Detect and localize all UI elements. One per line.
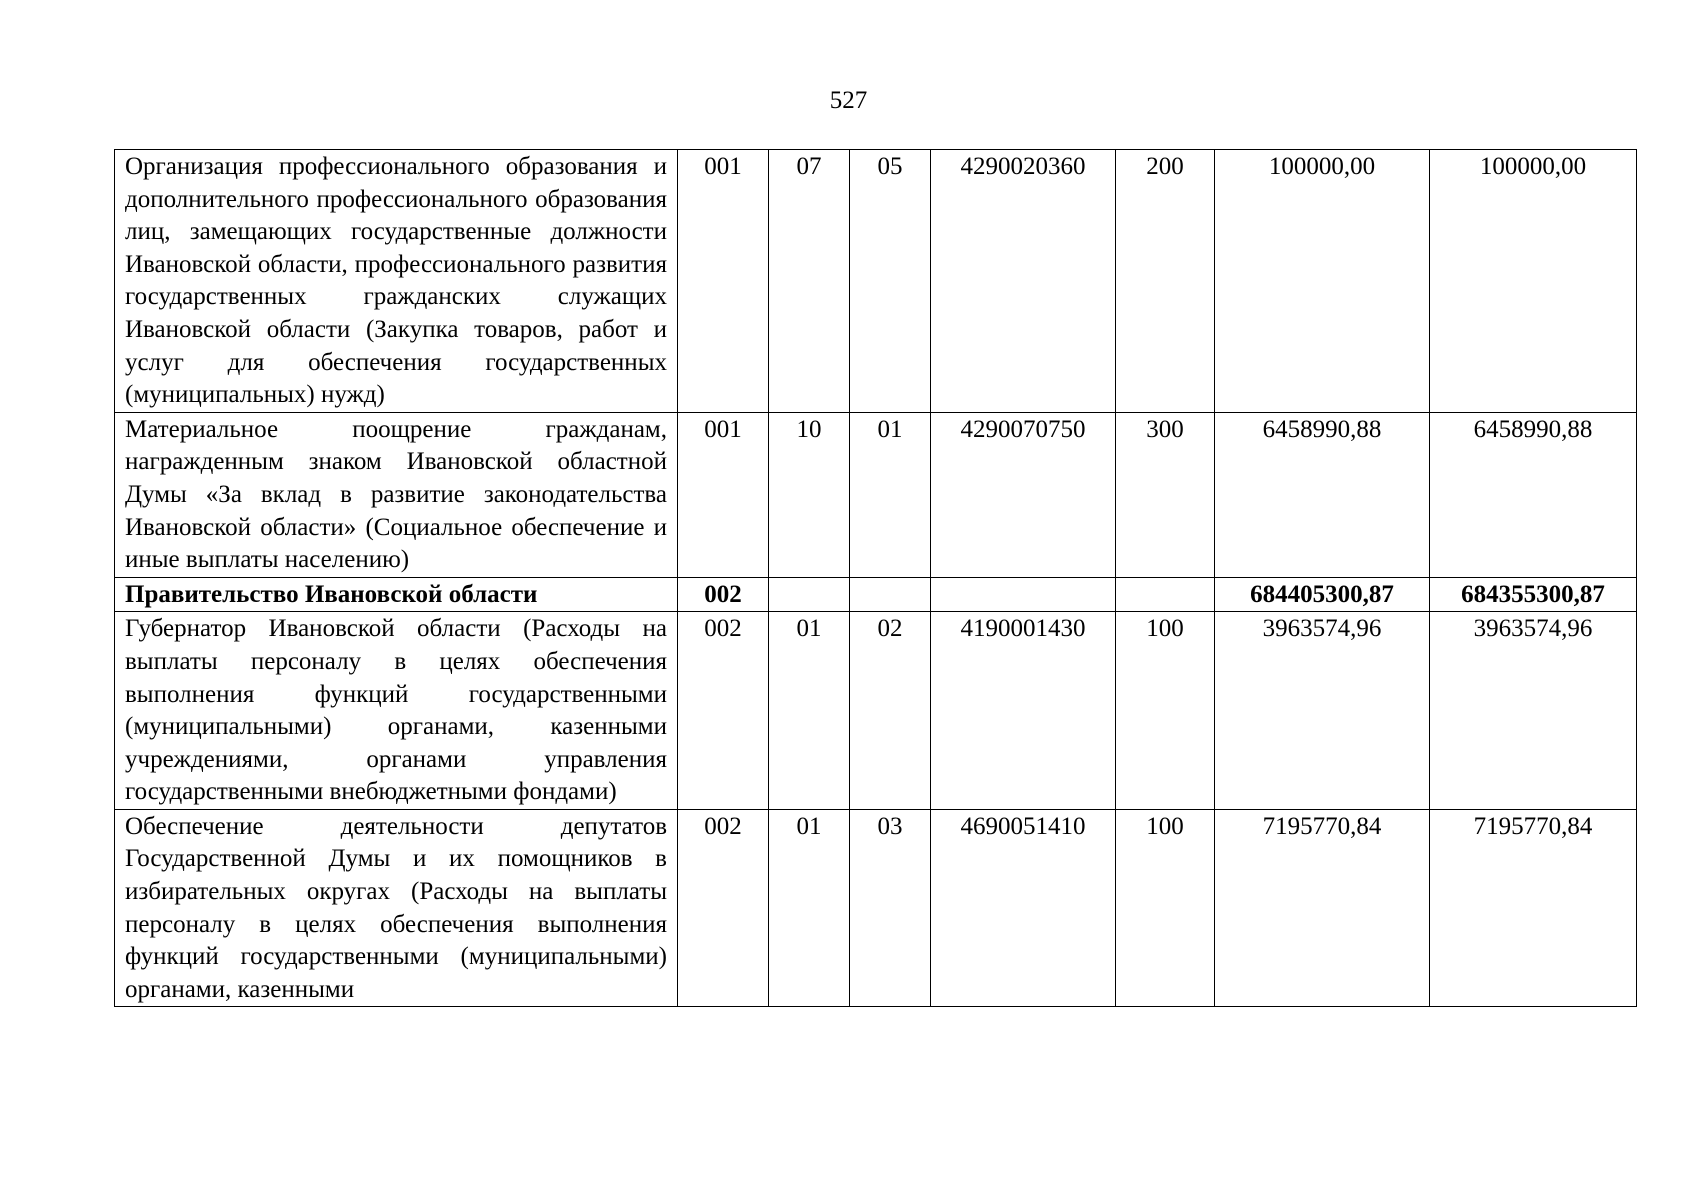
amount-year-2: 100000,00 [1430,150,1637,413]
row-description: Материальное поощрение гражданам, награжденным знаком Ивановской областной Думы «За вклад в развитие законодательства Ивановской области» (Социальное обеспечение и иные выплаты населению) [115,412,678,577]
table-row [115,612,1637,810]
target-code: 4290070750 [931,412,1116,577]
expense-type-code: 300 [1116,412,1215,577]
ministry-code: 001 [678,150,769,413]
page-number: 527 [829,87,868,114]
expense-type-code [1116,577,1215,612]
target-code: 4690051410 [931,809,1116,1006]
ministry-code: 001 [678,412,769,577]
row-description: Организация профессионального образования и дополнительного профессионального образования лиц, замещающих государственные должности Ивановской области, профессионального развития государственных гражданских служащих Ивановской области (Закупка товаров, работ и услуг для обеспечения государственных (муниципальных) нужд) [115,150,678,413]
target-code [931,577,1116,612]
amount-year-1: 3963574,96 [1215,612,1430,810]
table-row [115,577,1637,612]
budget-table [114,149,1637,1007]
section-code: 10 [769,412,850,577]
expense-type-code: 200 [1116,150,1215,413]
expense-type-code: 100 [1116,612,1215,810]
subsection-code: 01 [850,412,931,577]
table-row [115,809,1637,1006]
subsection-code: 05 [850,150,931,413]
amount-year-1: 6458990,88 [1215,412,1430,577]
section-code: 01 [769,809,850,1006]
section-code [769,577,850,612]
subsection-code: 02 [850,612,931,810]
table-row [115,412,1637,577]
row-description: Обеспечение деятельности депутатов Государственной Думы и их помощников в избирательных округах (Расходы на выплаты персоналу в целях обеспечения выполнения функций государственными (муниципальными) органами, казенными [125,812,667,1003]
amount-year-2: 684355300,87 [1430,577,1637,612]
table-row [115,150,1637,413]
amount-year-2: 7195770,84 [1430,809,1637,1006]
amount-year-2: 6458990,88 [1430,412,1637,577]
expense-type-code: 100 [1116,809,1215,1006]
row-description: Правительство Ивановской области [115,577,678,612]
amount-year-1: 100000,00 [1215,150,1430,413]
section-code: 07 [769,150,850,413]
row-description-cell [115,809,678,1006]
ministry-code: 002 [678,577,769,612]
subsection-code [850,577,931,612]
amount-year-1: 684405300,87 [1215,577,1430,612]
ministry-code: 002 [678,809,769,1006]
subsection-code: 03 [850,809,931,1006]
ministry-code: 002 [678,612,769,810]
amount-year-2: 3963574,96 [1430,612,1637,810]
target-code: 4190001430 [931,612,1116,810]
target-code: 4290020360 [931,150,1116,413]
section-code: 01 [769,612,850,810]
amount-year-1: 7195770,84 [1215,809,1430,1006]
row-description: Губернатор Ивановской области (Расходы на выплаты персоналу в целях обеспечения выполнения функций государственными (муниципальными) органами, казенными учреждениями, органами управления государственными внебюджетными фондами) [115,612,678,810]
